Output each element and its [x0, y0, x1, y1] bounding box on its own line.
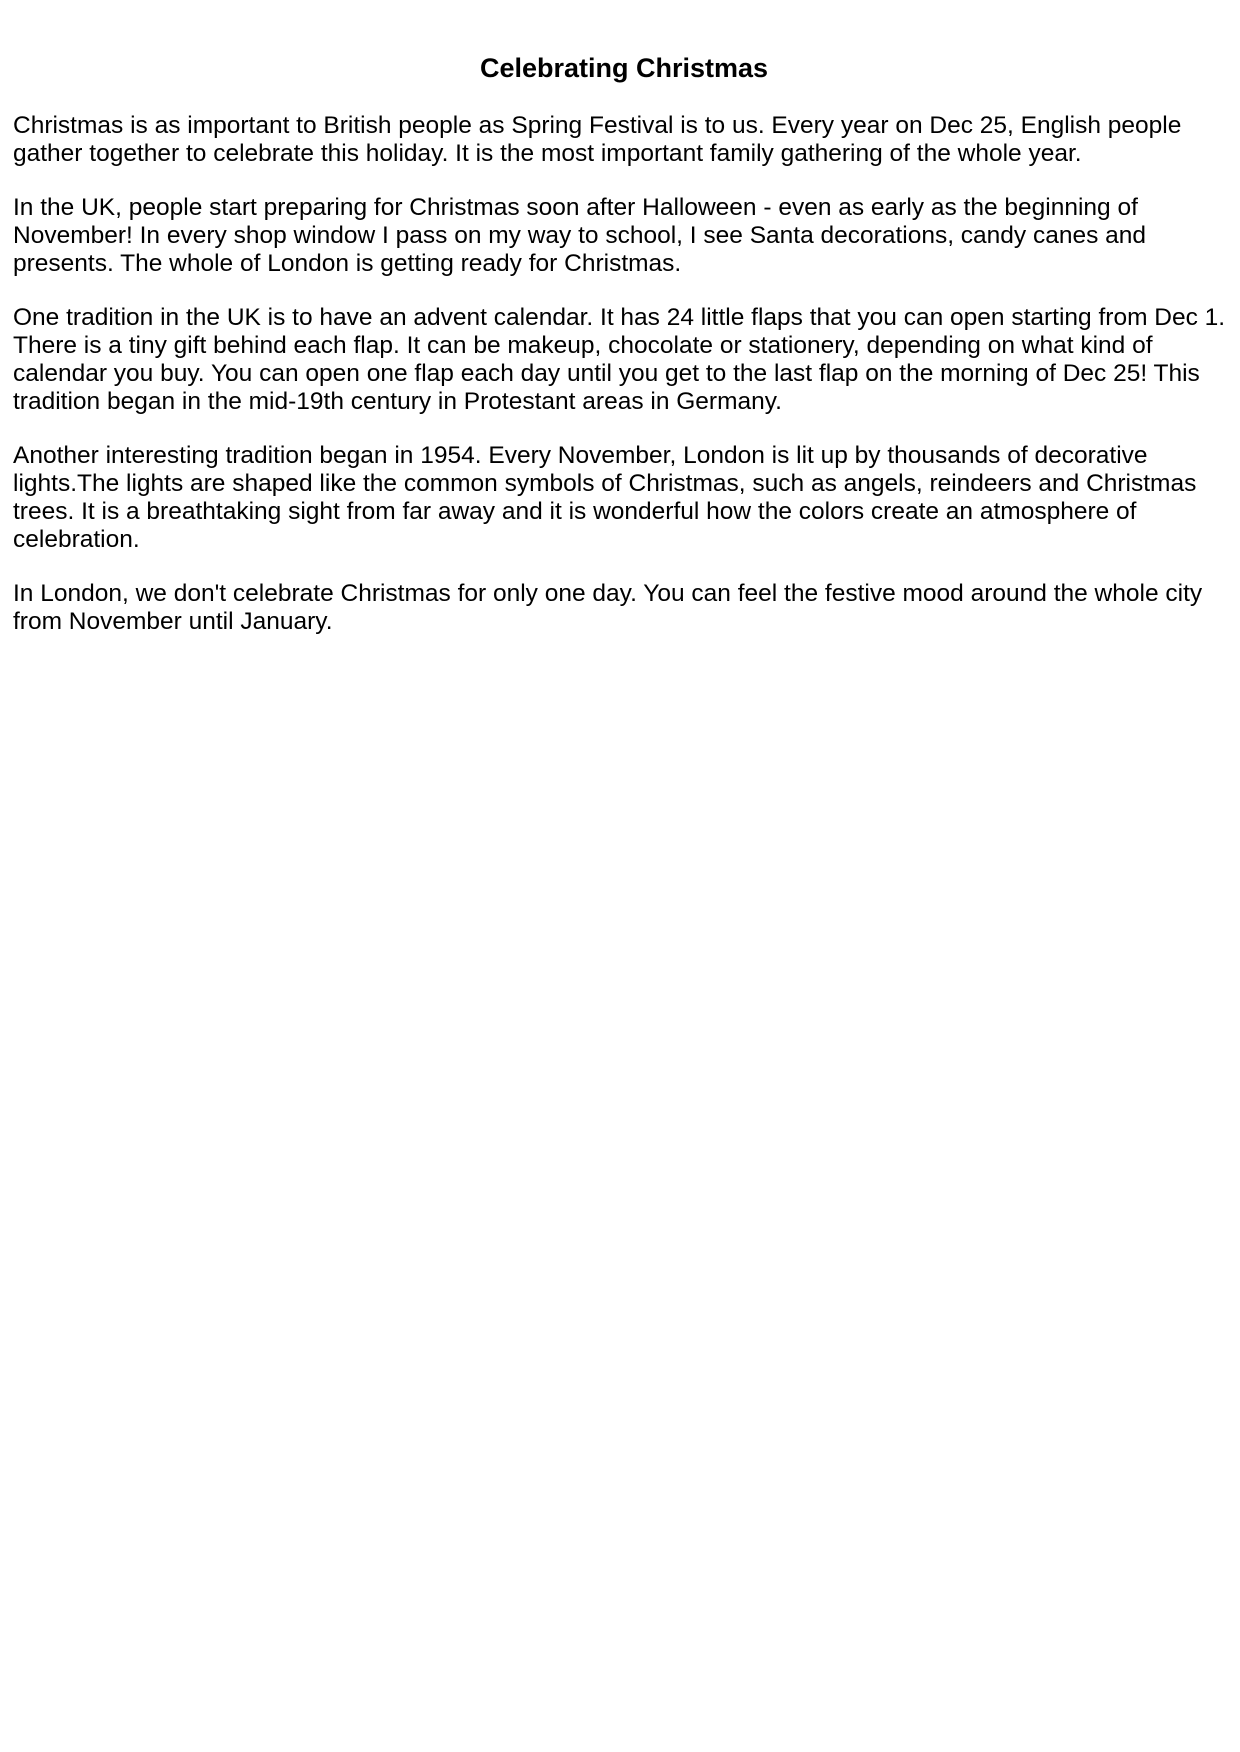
document-page — [13, 48, 1235, 636]
paragraph-intro: Christmas is as important to British people as Spring Festival is to us. Every year on Dec 25, English people gather together to celebrate this holiday. It is the most important family gathering of the whole year. — [13, 112, 1182, 167]
paragraph-preparation: In the UK, people start preparing for Christmas soon after Halloween - even as early as the beginning of November! In every shop window I pass on my way to school, I see Santa decorations, candy canes and presents. The whole of London is getting ready for Christmas. — [13, 194, 1147, 277]
paragraph-advent-calendar: One tradition in the UK is to have an advent calendar. It has 24 little flaps that you can open starting from Dec 1. There is a tiny gift behind each flap. It can be makeup, chocolate or stationery, depending on what kind of calendar you buy. You can open one flap each day until you get to the last flap on the morning of Dec 25! This tradition began in the mid-19th century in Protestant areas in Germany. — [13, 304, 1226, 415]
paragraph-london-lights: Another interesting tradition began in 1954. Every November, London is lit up by thousands of decorative lights.The lights are shaped like the common symbols of Christmas, such as angels, reindeers and Christmas trees. It is a breathtaking sight from far away and it is wonderful how the colors create an atmosphere of celebration. — [13, 442, 1197, 553]
page-title: Celebrating Christmas — [479, 53, 769, 83]
paragraph-festive-mood: In London, we don't celebrate Christmas for only one day. You can feel the festive mood around the whole city from November until January. — [13, 580, 1203, 635]
